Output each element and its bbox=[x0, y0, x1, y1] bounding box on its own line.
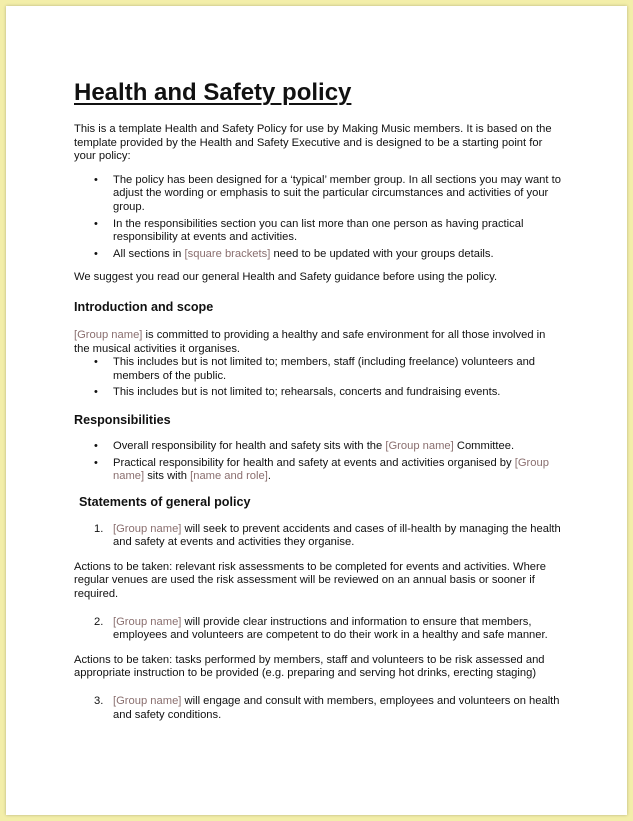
section-heading-responsibilities: Responsibilities bbox=[74, 412, 171, 427]
list-item bbox=[113, 440, 564, 454]
scope-paragraph bbox=[74, 329, 564, 356]
section-heading-statements: Statements of general policy bbox=[79, 494, 251, 509]
placeholder-text: [Group name] bbox=[113, 456, 549, 483]
list-item-text: This includes but is not limited to; members, staff (including freelance) volunteers and members of the public. bbox=[113, 356, 536, 382]
list-item-text: will seek to prevent accidents and cases of ill-health by managing the health and safety at events and activities they organise. bbox=[113, 522, 561, 549]
list-item-text: will provide clear instructions and information to ensure that members, employees and volunteers are competent to do their work in a healthy and safe manner. bbox=[113, 615, 548, 642]
statement-list bbox=[74, 695, 564, 722]
document-page bbox=[6, 6, 627, 815]
list-item-text: need to be updated with your groups details. bbox=[270, 247, 494, 260]
responsibilities-bullet-list bbox=[74, 440, 564, 484]
list-item-text: Practical responsibility for health and safety at events and activities organised by bbox=[113, 456, 515, 469]
paragraph-text: : tasks performed by members, staff and volunteers to be risk assessed and appropriate instruction to be provided (e.g. preparing and serving hot drinks, erecting staging) bbox=[74, 653, 545, 680]
list-item-text: Overall responsibility for health and safety sits with the bbox=[113, 439, 386, 452]
list-item-text: will engage and consult with members, employees and volunteers on health and safety conditions. bbox=[113, 695, 560, 721]
placeholder-text: [Group name] bbox=[113, 615, 182, 628]
list-item bbox=[113, 218, 564, 245]
list-item bbox=[113, 248, 564, 262]
intro-bullet-list bbox=[74, 174, 564, 262]
page-title: Health and Safety policy bbox=[74, 79, 352, 106]
paragraph-text: Actions to be taken bbox=[74, 653, 170, 666]
actions-paragraph: Actions to be taken: relevant risk assessments to be completed for events and activities. Where regular venues are used the risk assessment will be reviewed on an annual basis or sooner if required. bbox=[74, 560, 546, 601]
list-item-text: . bbox=[267, 470, 271, 483]
section-heading-introduction: Introduction and scope bbox=[74, 299, 214, 314]
list-item bbox=[113, 174, 564, 215]
scope-bullet-list bbox=[74, 356, 564, 400]
list-item bbox=[94, 695, 564, 722]
suggest-paragraph: We suggest you read our general Health and Safety guidance before using the policy. bbox=[74, 271, 498, 284]
list-item-text: sits with bbox=[144, 470, 191, 483]
placeholder-text: [name and role] bbox=[190, 470, 268, 483]
list-item bbox=[113, 386, 564, 400]
list-item bbox=[94, 615, 564, 643]
placeholder-text: [Group name] bbox=[113, 695, 182, 708]
list-item-text: Committee. bbox=[453, 439, 515, 452]
list-number: 1. bbox=[94, 522, 104, 535]
statement-list bbox=[74, 616, 564, 643]
statement-list bbox=[74, 523, 564, 550]
list-item bbox=[113, 356, 564, 383]
paragraph-text: is committed to providing a healthy and safe environment for all those involved in the musical activities it organises. bbox=[74, 328, 546, 355]
list-item bbox=[113, 457, 564, 484]
placeholder-text: [square brackets] bbox=[184, 247, 271, 260]
list-item-text: In the responsibilities section you can list more than one person as having practical responsibility at events and activities. bbox=[113, 217, 524, 244]
placeholder-text: [Group name] bbox=[74, 328, 143, 341]
placeholder-text: [Group name] bbox=[385, 439, 454, 452]
list-item-text: All sections in bbox=[113, 247, 185, 260]
list-number: 2. bbox=[94, 615, 104, 628]
list-item-text: This includes but is not limited to; rehearsals, concerts and fundraising events. bbox=[113, 386, 501, 399]
list-number: 3. bbox=[94, 695, 104, 708]
actions-paragraph bbox=[74, 654, 564, 681]
intro-paragraph: This is a template Health and Safety Policy for use by Making Music members. It is based on the template provided by the Health and Safety Executive and is designed to be a starting point for your policy: bbox=[74, 123, 552, 163]
list-item bbox=[94, 522, 564, 550]
list-item-text: The policy has been designed for a ‘typical’ member group. In all sections you may want to adjust the wording or emphasis to suit the particular circumstances and activities of your group. bbox=[113, 173, 561, 213]
placeholder-text: [Group name] bbox=[113, 522, 182, 535]
document-body bbox=[74, 78, 564, 722]
